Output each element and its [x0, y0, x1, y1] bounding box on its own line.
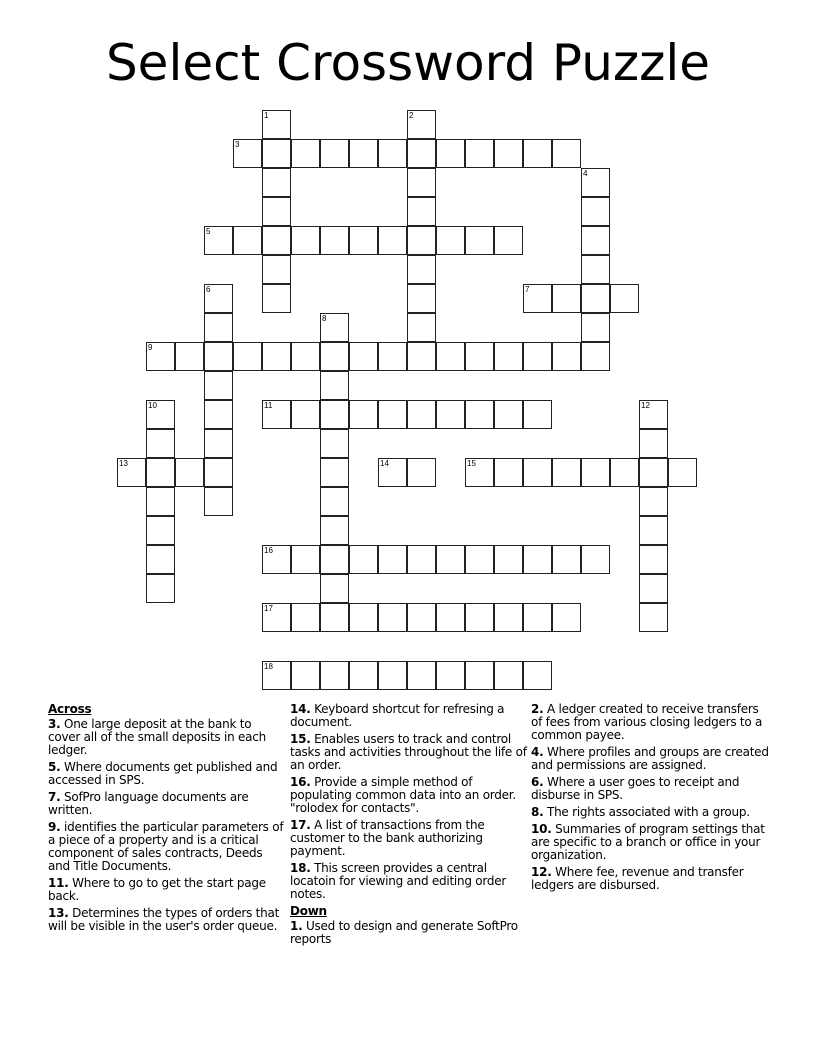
grid-cell[interactable]: [552, 545, 581, 574]
grid-cell[interactable]: [320, 487, 349, 516]
clue-number: 12: [641, 401, 650, 410]
across-heading: Across: [48, 702, 92, 716]
grid-cell[interactable]: [262, 139, 291, 168]
clue-number: 11.: [48, 876, 69, 890]
clue-number: 5: [206, 227, 211, 236]
grid-cell[interactable]: [436, 400, 465, 429]
grid-cell[interactable]: [262, 168, 291, 197]
clue-item: [290, 776, 528, 815]
grid-cell[interactable]: [378, 603, 407, 632]
clue-number: 14: [380, 459, 389, 468]
grid-cell[interactable]: [349, 400, 378, 429]
clue-text: Where profiles and groups are created and permissions are assigned.: [531, 745, 769, 772]
clue-number: 16.: [290, 775, 311, 789]
page-title: Select Crossword Puzzle: [105, 34, 711, 92]
clue-text: SofPro language documents are written.: [48, 790, 249, 817]
grid-cell[interactable]: [436, 342, 465, 371]
grid-cell[interactable]: [320, 545, 349, 574]
grid-cell[interactable]: [378, 400, 407, 429]
grid-cell[interactable]: [407, 603, 436, 632]
grid-cell[interactable]: [465, 545, 494, 574]
grid-cell[interactable]: [204, 487, 233, 516]
clue-text: Determines the types of orders that will be visible in the user's order queue.: [48, 906, 280, 933]
crossword-grid: [117, 110, 727, 700]
clue-number: 17.: [290, 818, 311, 832]
clue-item: [290, 703, 528, 729]
grid-cell[interactable]: [610, 284, 639, 313]
grid-cell[interactable]: [494, 458, 523, 487]
clue-item: [48, 761, 286, 787]
grid-cell[interactable]: [204, 458, 233, 487]
grid-cell[interactable]: [639, 487, 668, 516]
clues-column-1: [48, 703, 286, 937]
grid-cell[interactable]: [407, 400, 436, 429]
clue-text: A ledger created to receive transfers of fees from various closing ledgers to a common payee.: [531, 702, 763, 742]
grid-cell[interactable]: [407, 313, 436, 342]
clue-number: 18.: [290, 861, 311, 875]
grid-cell[interactable]: [175, 458, 204, 487]
grid-cell[interactable]: [523, 545, 552, 574]
grid-cell[interactable]: [320, 342, 349, 371]
clue-number: 3: [235, 140, 240, 149]
grid-cell[interactable]: [407, 255, 436, 284]
grid-cell[interactable]: [494, 545, 523, 574]
clue-number: 11: [264, 401, 273, 410]
clue-text: One large deposit at the bank to cover all of the small deposits in each ledger.: [48, 717, 266, 757]
grid-cell[interactable]: [581, 284, 610, 313]
clue-item: [48, 907, 286, 933]
clue-number: 15: [467, 459, 476, 468]
clue-text: Used to design and generate SoftPro reports: [290, 919, 518, 946]
clue-number: 6: [206, 285, 211, 294]
grid-cell[interactable]: [378, 139, 407, 168]
clue-number: 7: [525, 285, 530, 294]
grid-cell[interactable]: [262, 603, 291, 632]
clue-item: [290, 862, 528, 901]
grid-cell[interactable]: [407, 139, 436, 168]
grid-cell[interactable]: [204, 226, 233, 255]
grid-cell[interactable]: [581, 168, 610, 197]
grid-cell[interactable]: [291, 545, 320, 574]
clue-number: 4: [583, 169, 588, 178]
grid-cell[interactable]: [349, 139, 378, 168]
grid-cell[interactable]: [552, 139, 581, 168]
grid-cell[interactable]: [581, 458, 610, 487]
grid-cell[interactable]: [146, 342, 175, 371]
grid-cell[interactable]: [320, 603, 349, 632]
clue-number: 12.: [531, 865, 552, 879]
grid-cell[interactable]: [262, 545, 291, 574]
clue-item: [531, 866, 769, 892]
grid-cell[interactable]: [204, 429, 233, 458]
grid-cell[interactable]: [320, 226, 349, 255]
clue-number: 3.: [48, 717, 61, 731]
grid-cell[interactable]: [581, 197, 610, 226]
grid-cell[interactable]: [523, 284, 552, 313]
clue-item: [531, 776, 769, 802]
clue-text: The rights associated with a group.: [547, 805, 750, 819]
grid-cell[interactable]: [465, 458, 494, 487]
grid-cell[interactable]: [581, 255, 610, 284]
clue-number: 10.: [531, 822, 552, 836]
clue-number: 15.: [290, 732, 311, 746]
grid-cell[interactable]: [494, 400, 523, 429]
grid-cell[interactable]: [204, 313, 233, 342]
grid-cell[interactable]: [262, 226, 291, 255]
grid-cell[interactable]: [146, 487, 175, 516]
clue-number: 16: [264, 546, 273, 555]
grid-cell[interactable]: [146, 574, 175, 603]
grid-cell[interactable]: [291, 400, 320, 429]
grid-cell[interactable]: [291, 139, 320, 168]
clue-number: 8: [322, 314, 327, 323]
grid-cell[interactable]: [436, 226, 465, 255]
grid-cell[interactable]: [581, 226, 610, 255]
grid-cell[interactable]: [407, 168, 436, 197]
grid-cell[interactable]: [233, 342, 262, 371]
grid-cell[interactable]: [552, 342, 581, 371]
grid-cell[interactable]: [320, 371, 349, 400]
clue-number: 2: [409, 111, 414, 120]
grid-cell[interactable]: [378, 342, 407, 371]
grid-cell[interactable]: [407, 661, 436, 690]
grid-cell[interactable]: [552, 603, 581, 632]
grid-cell[interactable]: [407, 110, 436, 139]
grid-cell[interactable]: [552, 284, 581, 313]
grid-cell[interactable]: [204, 342, 233, 371]
grid-cell[interactable]: [320, 574, 349, 603]
grid-cell[interactable]: [494, 226, 523, 255]
grid-cell[interactable]: [436, 661, 465, 690]
grid-cell[interactable]: [639, 429, 668, 458]
clue-number: 9.: [48, 820, 61, 834]
grid-cell[interactable]: [494, 661, 523, 690]
grid-cell[interactable]: [262, 342, 291, 371]
clue-item: [48, 791, 286, 817]
grid-cell[interactable]: [407, 284, 436, 313]
grid-cell[interactable]: [349, 342, 378, 371]
grid-cell[interactable]: [465, 400, 494, 429]
grid-cell[interactable]: [465, 226, 494, 255]
grid-cell[interactable]: [639, 545, 668, 574]
clue-number: 18: [264, 662, 273, 671]
grid-cell[interactable]: [523, 661, 552, 690]
grid-cell[interactable]: [581, 342, 610, 371]
grid-cell[interactable]: [320, 400, 349, 429]
grid-cell[interactable]: [320, 458, 349, 487]
clue-number: 14.: [290, 702, 311, 716]
grid-cell[interactable]: [262, 400, 291, 429]
grid-cell[interactable]: [320, 313, 349, 342]
clue-item: [290, 920, 528, 946]
grid-cell[interactable]: [639, 516, 668, 545]
clue-number: 4.: [531, 745, 544, 759]
clue-item: [48, 821, 286, 873]
grid-cell[interactable]: [146, 400, 175, 429]
clue-number: 1: [264, 111, 269, 120]
clue-number: 8.: [531, 805, 544, 819]
clue-text: identifies the particular parameters of a piece of a property and is a critical component of sales contracts, Deeds and Title Documents.: [48, 820, 284, 873]
clue-text: Keyboard shortcut for refresing a document.: [290, 702, 505, 729]
grid-cell[interactable]: [523, 603, 552, 632]
grid-cell[interactable]: [117, 458, 146, 487]
grid-cell[interactable]: [407, 197, 436, 226]
grid-cell[interactable]: [581, 313, 610, 342]
grid-cell[interactable]: [407, 458, 436, 487]
grid-cell[interactable]: [262, 110, 291, 139]
grid-cell[interactable]: [291, 603, 320, 632]
grid-cell[interactable]: [494, 139, 523, 168]
grid-cell[interactable]: [581, 545, 610, 574]
grid-cell[interactable]: [320, 429, 349, 458]
clue-text: This screen provides a central locatoin for viewing and editing order notes.: [290, 861, 507, 901]
grid-cell[interactable]: [320, 139, 349, 168]
clue-text: Enables users to track and control tasks and activities throughout the life of an order.: [290, 732, 527, 772]
grid-cell[interactable]: [204, 371, 233, 400]
clue-number: 5.: [48, 760, 61, 774]
down-heading: Down: [290, 904, 327, 918]
grid-cell[interactable]: [436, 545, 465, 574]
grid-cell[interactable]: [436, 139, 465, 168]
clue-number: 6.: [531, 775, 544, 789]
grid-cell[interactable]: [407, 226, 436, 255]
grid-cell[interactable]: [349, 603, 378, 632]
grid-cell[interactable]: [262, 255, 291, 284]
grid-cell[interactable]: [291, 226, 320, 255]
grid-cell[interactable]: [436, 603, 465, 632]
grid-cell[interactable]: [639, 574, 668, 603]
grid-cell[interactable]: [465, 139, 494, 168]
grid-cell[interactable]: [523, 458, 552, 487]
grid-cell[interactable]: [639, 400, 668, 429]
grid-cell[interactable]: [494, 603, 523, 632]
grid-cell[interactable]: [639, 458, 668, 487]
clue-number: 17: [264, 604, 273, 613]
grid-cell[interactable]: [204, 284, 233, 313]
grid-cell[interactable]: [146, 458, 175, 487]
grid-cell[interactable]: [262, 284, 291, 313]
grid-cell[interactable]: [146, 545, 175, 574]
clue-text: Summaries of program settings that are specific to a branch or office in your organization.: [531, 822, 765, 862]
grid-cell[interactable]: [523, 139, 552, 168]
clue-item: [48, 877, 286, 903]
grid-cell[interactable]: [378, 226, 407, 255]
grid-cell[interactable]: [378, 545, 407, 574]
clue-text: A list of transactions from the customer to the bank authorizing payment.: [290, 818, 485, 858]
grid-cell[interactable]: [349, 226, 378, 255]
clue-item: [290, 733, 528, 772]
grid-cell[interactable]: [494, 342, 523, 371]
clue-text: Where documents get published and accessed in SPS.: [48, 760, 278, 787]
clue-item: [48, 718, 286, 757]
clues-column-2: [290, 703, 528, 950]
grid-cell[interactable]: [523, 342, 552, 371]
grid-cell[interactable]: [262, 197, 291, 226]
grid-cell[interactable]: [291, 661, 320, 690]
clue-number: 10: [148, 401, 157, 410]
grid-cell[interactable]: [378, 458, 407, 487]
grid-cell[interactable]: [407, 342, 436, 371]
grid-cell[interactable]: [175, 342, 204, 371]
grid-cell[interactable]: [233, 139, 262, 168]
grid-cell[interactable]: [146, 429, 175, 458]
grid-cell[interactable]: [465, 661, 494, 690]
clue-number: 13: [119, 459, 128, 468]
grid-cell[interactable]: [465, 342, 494, 371]
clue-number: 2.: [531, 702, 544, 716]
clue-number: 7.: [48, 790, 61, 804]
grid-cell[interactable]: [204, 400, 233, 429]
grid-cell[interactable]: [378, 661, 407, 690]
grid-cell[interactable]: [552, 458, 581, 487]
grid-cell[interactable]: [523, 400, 552, 429]
clue-text: Where to go to get the start page back.: [48, 876, 266, 903]
clue-text: Provide a simple method of populating common data into an order. "rolodex for contacts".: [290, 775, 516, 815]
grid-cell[interactable]: [320, 661, 349, 690]
clue-number: 9: [148, 343, 153, 352]
clue-item: [531, 746, 769, 772]
grid-cell[interactable]: [465, 603, 494, 632]
clue-number: 1.: [290, 919, 303, 933]
grid-cell[interactable]: [639, 603, 668, 632]
grid-cell[interactable]: [668, 458, 697, 487]
clue-item: [531, 806, 769, 819]
grid-cell[interactable]: [262, 661, 291, 690]
grid-cell[interactable]: [320, 516, 349, 545]
clue-text: Where fee, revenue and transfer ledgers are disbursed.: [531, 865, 744, 892]
grid-cell[interactable]: [610, 458, 639, 487]
grid-cell[interactable]: [349, 661, 378, 690]
grid-cell[interactable]: [407, 545, 436, 574]
clue-text: Where a user goes to receipt and disburse in SPS.: [531, 775, 740, 802]
clue-item: [531, 823, 769, 862]
clue-item: [531, 703, 769, 742]
grid-cell[interactable]: [291, 342, 320, 371]
grid-cell[interactable]: [349, 545, 378, 574]
grid-cell[interactable]: [233, 226, 262, 255]
clue-number: 13.: [48, 906, 69, 920]
clues-column-3: [531, 703, 769, 896]
grid-cell[interactable]: [146, 516, 175, 545]
clue-item: [290, 819, 528, 858]
